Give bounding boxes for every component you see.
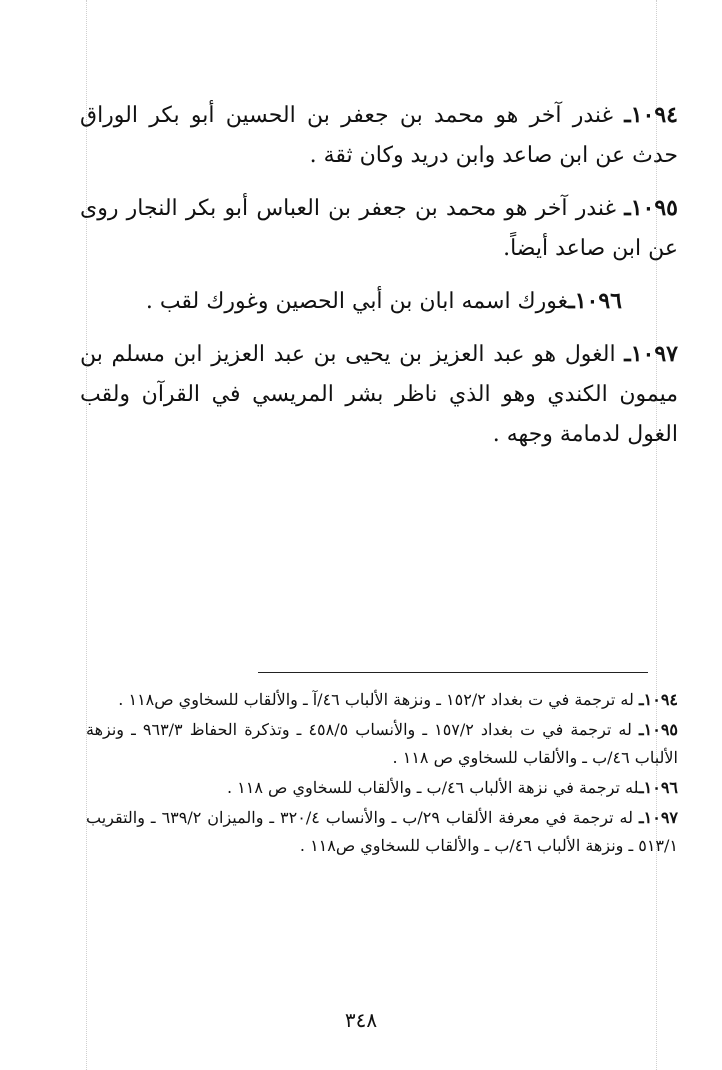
entry-number: ١٠٩٥ـ — [624, 195, 678, 221]
entry-number: ١٠٩٤ـ — [624, 102, 678, 128]
footnote-separator — [258, 672, 648, 673]
entry-number: ١٠٩٧ـ — [624, 341, 678, 367]
footnote-1096 — [86, 774, 678, 802]
footnote-number: ١٠٩٥ـ — [638, 720, 679, 739]
entry-1094 — [80, 95, 678, 176]
page-number: ٣٤٨ — [344, 1008, 378, 1032]
entry-text: الغول هو عبد العزيز بن يحيى بن عبد العزيز ابن مسلم بن ميمون الكندي وهو الذي ناظر بشر المريسي في القرآن ولقب الغول لدمامة وجهه . — [80, 342, 678, 447]
footnote-text: له ترجمة في ت بغداد ١٥٢/٢ ـ ونزهة الألباب ٤٦/آ ـ والألقاب للسخاوي ص١١٨ . — [118, 690, 639, 709]
footnote-1094 — [86, 686, 678, 714]
footnote-number: ١٠٩٧ـ — [638, 808, 678, 827]
footnote-number: ١٠٩٦ـ — [638, 778, 678, 797]
entry-1096 — [80, 281, 678, 322]
entry-text: غندر آخر هو محمد بن جعفر بن الحسين أبو بكر الوراق حدث عن ابن صاعد وابن دريد وكان ثقة . — [80, 103, 678, 168]
footnote-text: له ترجمة في معرفة الألقاب ٢٩/ب ـ والأنساب ٣٢٠/٤ ـ والميزان ٦٣٩/٢ ـ والتقريب ٥١٣/١ ـ ونزهة الألباب ٤٦/ب ـ والألقاب للسخاوي ص١١٨ . — [86, 808, 678, 855]
footnote-1097 — [86, 804, 678, 860]
footnote-number: ١٠٩٤ـ — [638, 690, 678, 709]
footnote-text: له ترجمة في ت بغداد ١٥٧/٢ ـ والأنساب ٤٥٨/٥ ـ وتذكرة الحفاظ ٩٦٣/٣ ـ ونزهة الألباب ٤٦/ب ـ والألقاب للسخاوي ص ١١٨ . — [86, 720, 678, 767]
footnote-1095 — [86, 716, 678, 772]
entry-number: ١٠٩٦ـ — [568, 288, 622, 314]
footnotes — [86, 686, 678, 862]
entry-1095 — [80, 188, 678, 269]
entry-1097 — [80, 334, 678, 455]
entry-text: غندر آخر هو محمد بن جعفر بن العباس أبو بكر النجار روى عن ابن صاعد أيضاً. — [80, 196, 678, 261]
main-entries — [80, 95, 678, 467]
footnote-text: له ترجمة في نزهة الألباب ٤٦/ب ـ والألقاب للسخاوي ص ١١٨ . — [226, 778, 639, 797]
entry-text: غورك اسمه ابان بن أبي الحصين وغورك لقب . — [145, 289, 569, 314]
